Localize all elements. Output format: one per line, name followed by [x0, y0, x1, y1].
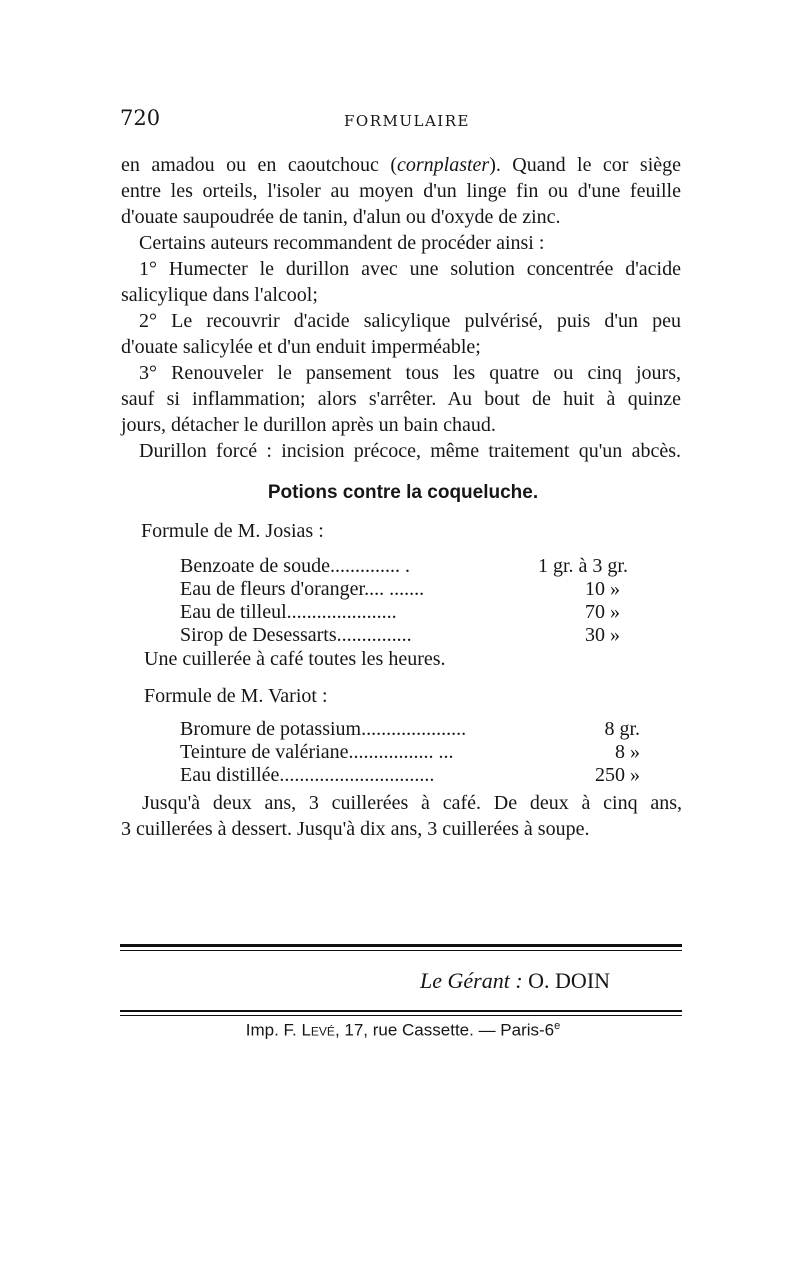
manager-line	[420, 968, 610, 994]
ingredient-quantity: 10 »	[585, 578, 620, 600]
section-title: Potions contre la coqueluche.	[267, 482, 539, 503]
intro-line-1-end: ). Quand le cor siège	[489, 154, 681, 176]
running-title: FORMULAIRE	[344, 112, 470, 130]
intro-line-3: d'ouate saupoudrée de tanin, d'alun ou d'oxyde de zinc.	[121, 206, 561, 228]
ingredient-quantity: 30 »	[585, 624, 620, 646]
step-2-line-b: d'ouate salicylée et d'un enduit imperméable;	[121, 336, 481, 358]
formula-1-note: Une cuillerée à café toutes les heures.	[144, 648, 446, 670]
footer-rule-thin	[120, 950, 682, 951]
intro-line-1-start: en amadou ou en caoutchouc (	[121, 154, 397, 176]
intro-line-2: entre les orteils, l'isoler au moyen d'un linge fin ou d'une feuille	[121, 180, 681, 202]
ingredient-quantity: 1 gr. à 3 gr.	[538, 555, 628, 577]
step-1-line-a: 1° Humecter le durillon avec une solution concentrée d'acide	[139, 258, 681, 280]
intro-line-1-italic: cornplaster	[396, 154, 490, 176]
ingredient-name: Bromure de potassium.....................	[180, 718, 467, 740]
dosage-line-b: 3 cuillerées à dessert. Jusqu'à dix ans, 3 cuillerées à soupe.	[121, 818, 590, 840]
ingredient-name: Eau distillée...............................	[180, 764, 435, 786]
step-3-line-a: 3° Renouveler le pansement tous les quatre ou cinq jours,	[139, 362, 681, 384]
printer-imprint	[0, 1020, 800, 1041]
ingredient-name: Benzoate de soude.............. .	[180, 555, 410, 577]
ingredient-quantity: 250 »	[595, 764, 640, 786]
step-2-line-a: 2° Le recouvrir d'acide salicylique pulvérisé, puis d'un peu	[139, 310, 681, 332]
intro-line-4: Certains auteurs recommandent de procéder ainsi :	[139, 232, 545, 254]
step-3-line-c: jours, détacher le durillon après un bain chaud.	[121, 414, 496, 436]
ingredient-name: Teinture de valériane................. ...	[180, 741, 454, 763]
imprint-rule-thick	[120, 1010, 682, 1012]
footer-rule-thick	[120, 944, 682, 947]
step-3-line-b: sauf si inflammation; alors s'arrêter. Au bout de huit à quinze	[121, 388, 681, 410]
intro-line-1	[121, 154, 681, 177]
ingredient-quantity: 70 »	[585, 601, 620, 623]
imprint-printer-name: Levé	[301, 1020, 335, 1040]
ingredient-name: Sirop de Desessarts...............	[180, 624, 412, 646]
dosage-line-a: Jusqu'à deux ans, 3 cuillerées à café. De deux à cinq ans,	[142, 792, 682, 814]
formula-2-label: Formule de M. Variot :	[144, 685, 328, 707]
manager-name: O. DOIN	[528, 968, 611, 993]
imprint-superscript: e	[554, 1020, 561, 1032]
imprint-rule-thin	[120, 1015, 682, 1016]
step-1-line-b: salicylique dans l'alcool;	[121, 284, 318, 306]
imprint-address: , 17, rue Cassette. — Paris-6	[334, 1020, 555, 1040]
imprint-prefix: Imp. F.	[245, 1020, 302, 1040]
ingredient-name: Eau de fleurs d'oranger.... .......	[180, 578, 425, 600]
manager-label: Le Gérant :	[420, 968, 523, 993]
ingredient-name: Eau de tilleul......................	[180, 601, 397, 623]
page-number: 720	[120, 106, 161, 130]
ingredient-quantity: 8 gr.	[604, 718, 640, 740]
ingredient-quantity: 8 »	[615, 741, 640, 763]
forced-corn-line: Durillon forcé : incision précoce, même traitement qu'un abcès.	[139, 440, 681, 462]
formula-1-label: Formule de M. Josias :	[141, 520, 324, 542]
